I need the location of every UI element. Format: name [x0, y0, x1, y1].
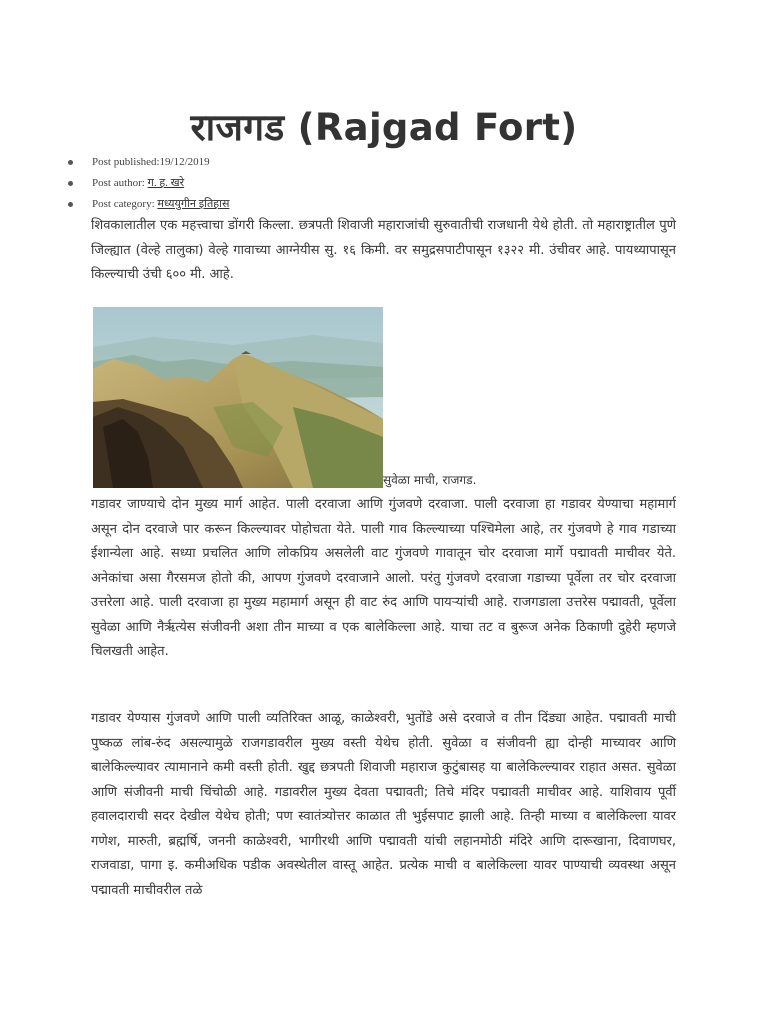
paragraph-routes: गडावर जाण्याचे दोन मुख्य मार्ग आहेत. पाली दरवाजा आणि गुंजवणे दरवाजा. पाली दरवाजा हा गडावर येण्याचा महामार्ग असून दोन दरवाजे पार करून किल्ल्यावर पोहोचता येते. पाली गाव किल्ल्याच्या पश्चिमेला आहे, तर गुंजवणे हे गाव गडाच्या ईशान्येला आहे. सध्या प्रचलित आणि लोकप्रिय असलेली वाट गुंजवणे गावातून चोर दरवाजा मार्गे पद्मावती माचीवर येते. अनेकांचा असा गैरसमज होतो की, आपण गुंजवणे दरवाजाने आलो. परंतु गुंजवणे दरवाजा गडाच्या पूर्वेला तर चोर दरवाजा उत्तरेला आहे. पाली दरवाजा हा मुख्य महामार्ग असून ही वाट रुंद आणि पायऱ्यांची आहे. राजगडाला उत्तरेस पद्मावती, पूर्वेला सुवेळा आणि नैर्ऋत्येस संजीवनी अशा तीन माच्या व एक बालेकिल्ला आहे. याचा तट व बुरूज अनेक ठिकाणी दुहेरी म्हणजे चिलखती आहेत.: [91, 497, 676, 659]
paragraph-gates: गडावर येण्यास गुंजवणे आणि पाली व्यतिरिक्त आळू, काळेश्वरी, भुतोंडे असे दरवाजे व तीन दिंड्या आहेत. पद्मावती माची पुष्कळ लांब-रुंद असल्यामुळे राजगडावरील मुख्य वस्ती येथेच होती. सुवेळा व संजीवनी ह्या दोन्ही माच्यावर आणि बालेकिल्ल्यावर त्यामानाने कमी वस्ती होती. खुद्द छत्रपती शिवाजी महाराज कुटुंबासह या बालेकिल्ल्यावर राहात असत. सुवेळा आणि संजीवनी माची चिंचोळी आहे. गडावरील मुख्य देवता पद्मावती; तिचे मंदिर पद्मावती माचीवर आहे. याशिवाय पूर्वी हवालदाराची सदर देखील येथेच होती; पण स्वातंत्र्योत्तर काळात ती भुईसपाट झाली आहे. तिन्ही माच्या व बालेकिल्ला यावर गणेश, मारुती, ब्रह्मर्षि, जननी काळेश्वरी, भागीरथी आणि पद्मावती यांची लहानमोठी मंदिरे आणि दारूखाना, दिवाणघर, राजवाडा, पागा इ. कमीअधिक पडीक अवस्थेतील वास्तू आहेत. प्रत्येक माची व बालेकिल्ला यावर पाण्याची व्यवस्था असून पद्मावती माचीवरील तळे: [91, 711, 676, 898]
bullet-icon: [68, 181, 73, 186]
fort-photo: [93, 307, 383, 488]
bullet-icon: [68, 160, 73, 165]
bullet-icon: [68, 202, 73, 207]
page-title: राजगड (Rajgad Fort): [190, 106, 578, 149]
category-label: Post category:: [92, 198, 155, 210]
published-label: Post published:: [92, 156, 160, 168]
post-meta-list: [66, 154, 229, 217]
meta-published: [66, 154, 229, 175]
author-label: Post author:: [92, 177, 145, 189]
meta-author: [66, 175, 229, 196]
paragraph-intro: शिवकालातील एक महत्त्वाचा डोंगरी किल्ला. छत्रपती शिवाजी महाराजांची सुरुवातीची राजधानी येथे होती. तो महाराष्ट्रातील पुणे जिल्ह्यात (वेल्हे तालुका) वेल्हे गावाच्या आग्नेयीस सु. १६ किमी. वर समुद्रसपाटीपासून १३२२ मी. उंचीवर आहे. पायथ्यापासून किल्ल्याची उंची ६०० मी. आहे.: [91, 218, 676, 282]
category-link[interactable]: मध्ययुगीन इतिहास: [157, 198, 230, 210]
published-date: 19/12/2019: [159, 156, 210, 168]
photo-caption: सुवेळा माची, राजगड.: [383, 473, 477, 487]
author-link[interactable]: ग. ह. खरे: [147, 177, 185, 189]
